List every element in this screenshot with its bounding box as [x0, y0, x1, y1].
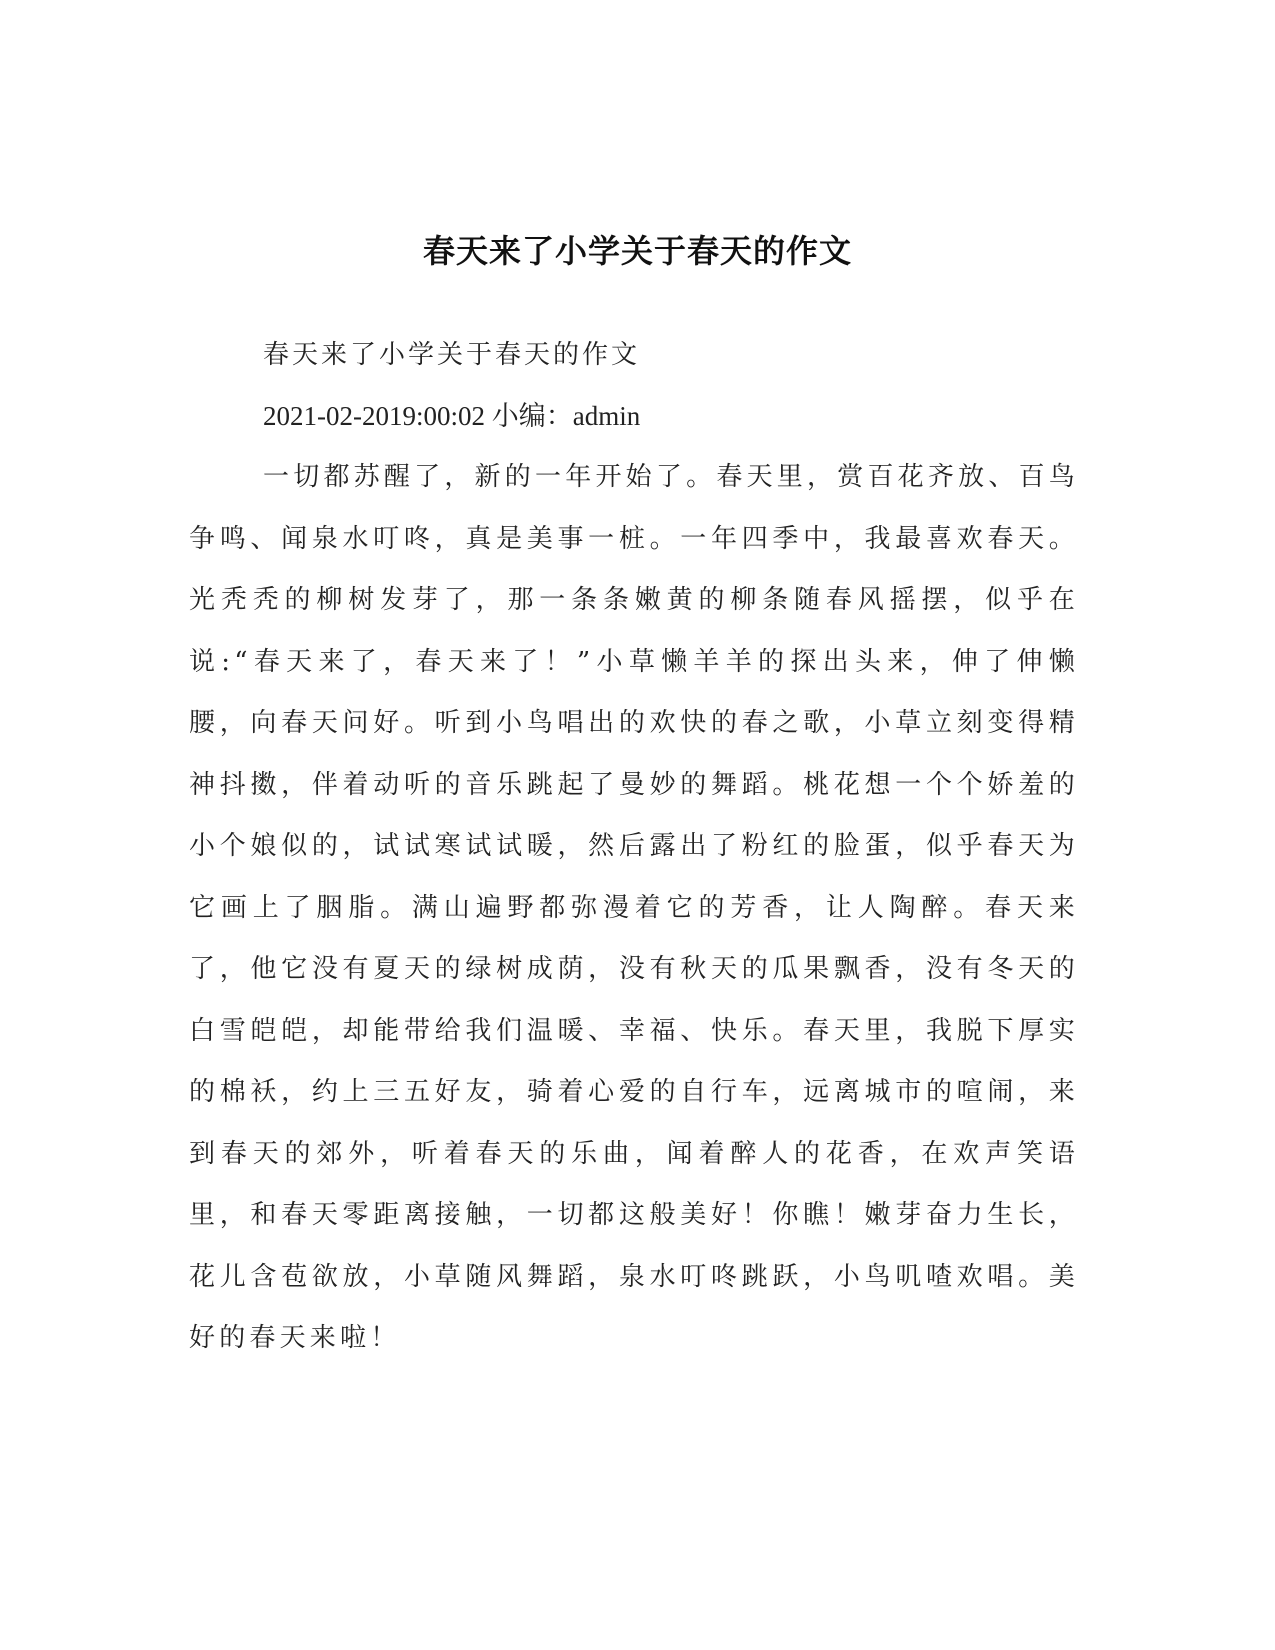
- article-subtitle: 春天来了小学关于春天的作文: [263, 340, 641, 370]
- article-meta: 2021-02-2019:00:02 小编：admin: [263, 401, 641, 431]
- document-title: 春天来了小学关于春天的作文: [422, 232, 852, 271]
- article-body: 一切都苏醒了，新的一年开始了。春天里，赏百花齐放、百鸟争鸣、闻泉水叮咚，真是美事一桩。一年四季中，我最喜欢春天。光秃秃的柳树发芽了，那一条条嫩黄的柳条随春风摇摆，似乎在说:“春天来了，春天来了！”小草懒羊羊的探出头来，伸了伸懒腰，向春天问好。听到小鸟唱出的欢快的春之歌，小草立刻变得精神抖擞，伴着动听的音乐跳起了曼妙的舞蹈。桃花想一个个娇羞的小个娘似的，试试寒试试暖，然后露出了粉红的脸蛋，似乎春天为它画上了胭脂。满山遍野都弥漫着它的芳香，让人陶醉。春天来了，他它没有夏天的绿树成荫，没有秋天的瓜果飘香，没有冬天的白雪皑皑，却能带给我们温暖、幸福、快乐。春天里，我脱下厚实的棉袄，约上三五好友，骑着心爱的自行车，远离城市的喧闹，来到春天的郊外，听着春天的乐曲，闻着醉人的花香，在欢声笑语里，和春天零距离接触，一切都这般美好！你瞧！嫩芽奋力生长，花儿含苞欲放，小草随风舞蹈，泉水叮咚跳跃，小鸟叽喳欢唱。美好的春天来啦！: [189, 462, 1079, 1353]
- document-content: [189, 325, 1079, 1370]
